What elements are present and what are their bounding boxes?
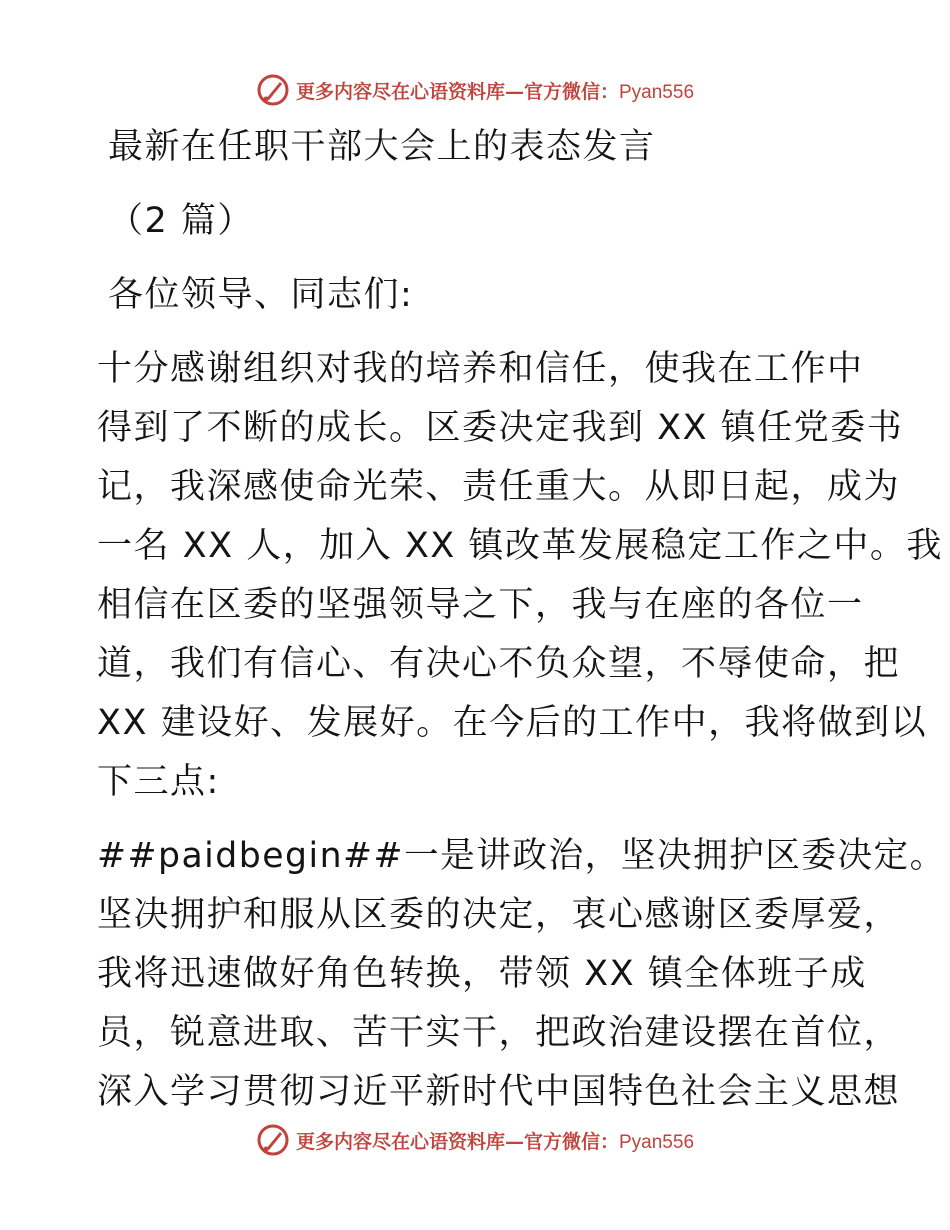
- banner-site-text: 更多内容尽在心语资料库—官方微信：: [295, 80, 619, 103]
- paragraph-line: 相信在区委的坚强领导之下，我与在座的各位一: [97, 585, 864, 625]
- header-banner: [0, 70, 950, 110]
- banner-text: [296, 1127, 694, 1154]
- paragraph-line: ##paidbegin##一是讲政治，坚决拥护区委决定。: [97, 836, 946, 876]
- salutation: 各位领导、同志们:: [108, 275, 414, 315]
- paragraph-line: 员，锐意进取、苦干实干，把政治建设摆在首位，: [97, 1013, 901, 1053]
- paragraph-line: 下三点:: [97, 762, 220, 802]
- banner-account: Pyan556: [619, 1131, 695, 1153]
- paragraph-line: 道，我们有信心、有决心不负众望，不辱使命，把: [97, 644, 901, 684]
- banner-site-text: 更多内容尽在心语资料库—官方微信：: [295, 1130, 619, 1153]
- document-title: 最新在任职干部大会上的表态发言: [108, 127, 656, 167]
- paragraph-line: 坚决拥护和服从区委的决定，衷心感谢区委厚爱，: [97, 895, 901, 935]
- paragraph-line: 十分感谢组织对我的培养和信任，使我在工作中: [97, 349, 864, 389]
- paragraph-line: 记，我深感使命光荣、责任重大。从即日起，成为: [97, 467, 901, 507]
- paragraph-line: 一名 XX 人，加入 XX 镇改革发展稳定工作之中。我: [97, 526, 943, 566]
- footer-banner: [0, 1120, 950, 1160]
- banner-account: Pyan556: [619, 81, 695, 103]
- document-subtitle: （2 篇）: [108, 201, 254, 241]
- paragraph-line: 得到了不断的成长。区委决定我到 XX 镇任党委书: [97, 408, 904, 448]
- quill-logo-icon: [256, 1123, 290, 1157]
- paragraph-line: 深入学习贯彻习近平新时代中国特色社会主义思想: [97, 1072, 901, 1112]
- paragraph-line: 我将迅速做好角色转换，带领 XX 镇全体班子成: [97, 954, 867, 994]
- banner-text: [296, 77, 694, 104]
- paragraph-line: XX 建设好、发展好。在今后的工作中，我将做到以: [97, 703, 928, 743]
- quill-logo-icon: [256, 73, 290, 107]
